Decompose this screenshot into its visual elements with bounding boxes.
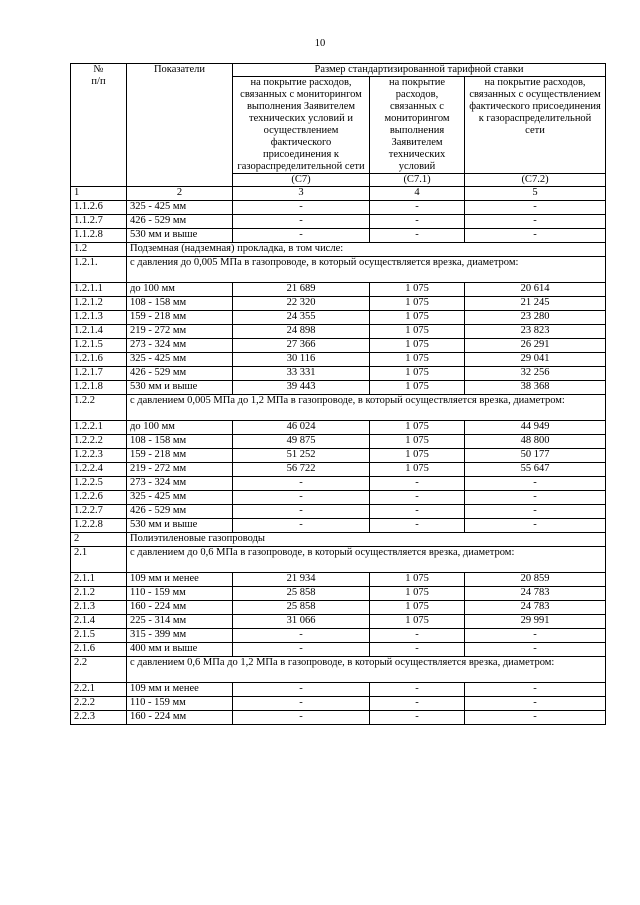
row-label: 273 - 324 мм [127,477,233,491]
value-c7-2: 23 823 [465,325,606,339]
header-code-c7-1: (С7.1) [370,174,465,187]
value-c7-2: 26 291 [465,339,606,353]
value-c7-1: - [370,491,465,505]
value-c7-1: 1 075 [370,463,465,477]
row-label: 219 - 272 мм [127,325,233,339]
value-c7-2: 20 614 [465,283,606,297]
column-number: 2 [127,187,233,201]
value-c7-2: 21 245 [465,297,606,311]
value-c7: 56 722 [233,463,370,477]
row-number: 2.1.6 [71,643,127,657]
table-row [71,463,606,477]
value-c7: - [233,697,370,711]
table-row [71,519,606,533]
row-label: 110 - 159 мм [127,697,233,711]
value-c7: 25 858 [233,587,370,601]
table-row [71,201,606,215]
value-c7: 25 858 [233,601,370,615]
value-c7-1: 1 075 [370,601,465,615]
value-c7-1: 1 075 [370,339,465,353]
header-col5: на покрытие расходов, связанных с осуществлением фактического присоединения к газораспределительной сети [465,77,606,174]
value-c7-2: - [465,505,606,519]
value-c7-2: 24 783 [465,601,606,615]
section-row [71,657,606,683]
row-number: 2.1.2 [71,587,127,601]
row-number: 2.1.1 [71,573,127,587]
row-number: 2.2 [71,657,127,683]
row-number: 1.2.2.4 [71,463,127,477]
value-c7-1: 1 075 [370,421,465,435]
row-number: 2.1 [71,547,127,573]
value-c7: 49 875 [233,435,370,449]
value-c7-2: - [465,683,606,697]
value-c7: - [233,201,370,215]
column-number: 4 [370,187,465,201]
header-group: Размер стандартизированной тарифной ставки [233,64,606,77]
value-c7-2: 55 647 [465,463,606,477]
value-c7: - [233,491,370,505]
value-c7: 33 331 [233,367,370,381]
row-label: до 100 мм [127,283,233,297]
header-col4: на покрытие расходов, связанных с мониторингом выполнения Заявителем технических условий [370,77,465,174]
value-c7-1: - [370,519,465,533]
value-c7: 39 443 [233,381,370,395]
value-c7: - [233,519,370,533]
section-title: с давления до 0,005 МПа в газопроводе, в который осуществляется врезка, диаметром: [127,257,606,283]
value-c7-1: - [370,477,465,491]
value-c7-2: - [465,643,606,657]
value-c7-2: 24 783 [465,587,606,601]
section-row [71,533,606,547]
value-c7-2: 20 859 [465,573,606,587]
value-c7: - [233,215,370,229]
column-number: 1 [71,187,127,201]
table-row [71,587,606,601]
table-row [71,435,606,449]
row-number: 1.2.2.7 [71,505,127,519]
value-c7: - [233,477,370,491]
row-label: 325 - 425 мм [127,491,233,505]
value-c7-1: - [370,683,465,697]
table-row [71,683,606,697]
value-c7: 21 934 [233,573,370,587]
row-label: 109 мм и менее [127,573,233,587]
row-label: 315 - 399 мм [127,629,233,643]
value-c7-1: 1 075 [370,311,465,325]
value-c7-1: 1 075 [370,381,465,395]
table-row [71,381,606,395]
row-number: 1.2.2.8 [71,519,127,533]
section-title: с давлением 0,005 МПа до 1,2 МПа в газопроводе, в который осуществляется врезка, диаметром: [127,395,606,421]
value-c7-2: - [465,697,606,711]
value-c7: 30 116 [233,353,370,367]
value-c7: 46 024 [233,421,370,435]
row-number: 1.2.1.1 [71,283,127,297]
section-title: с давлением 0,6 МПа до 1,2 МПа в газопроводе, в который осуществляется врезка, диаметром: [127,657,606,683]
table-body [71,201,606,725]
row-label: 426 - 529 мм [127,505,233,519]
value-c7-2: - [465,229,606,243]
value-c7-1: 1 075 [370,297,465,311]
value-c7-2: - [465,711,606,725]
header-code-c7: (С7) [233,174,370,187]
section-title: Подземная (надземная) прокладка, в том числе: [127,243,606,257]
row-number: 1.2.2 [71,395,127,421]
table-row [71,339,606,353]
value-c7: 24 355 [233,311,370,325]
row-label: 530 мм и выше [127,229,233,243]
row-label: 325 - 425 мм [127,353,233,367]
table-row [71,573,606,587]
table-row [71,615,606,629]
row-label: 108 - 158 мм [127,297,233,311]
column-number: 5 [465,187,606,201]
table-row [71,325,606,339]
table-row [71,491,606,505]
row-number: 1.2.2.3 [71,449,127,463]
value-c7-1: - [370,215,465,229]
value-c7: 24 898 [233,325,370,339]
table-row [71,601,606,615]
value-c7-2: 32 256 [465,367,606,381]
value-c7-1: - [370,711,465,725]
header-num: № п/п [71,64,127,187]
header-indicator: Показатели [127,64,233,187]
section-row [71,395,606,421]
section-row [71,257,606,283]
table-row [71,215,606,229]
value-c7-2: 38 368 [465,381,606,395]
tariff-table [70,63,606,725]
header-col3: на покрытие расходов, связанных с мониторингом выполнения Заявителем технических условий и осуществлением фактического присоединения к газораспределительной сети [233,77,370,174]
row-number: 1.1.2.7 [71,215,127,229]
row-number: 1.2.1.6 [71,353,127,367]
value-c7-2: 50 177 [465,449,606,463]
row-label: до 100 мм [127,421,233,435]
page-number: 10 [314,38,326,49]
row-number: 1.2.1.8 [71,381,127,395]
header-code-c7-2: (С7.2) [465,174,606,187]
row-number: 1.2.1.5 [71,339,127,353]
row-label: 325 - 425 мм [127,201,233,215]
row-label: 426 - 529 мм [127,215,233,229]
value-c7: - [233,643,370,657]
value-c7-2: - [465,491,606,505]
value-c7-1: 1 075 [370,353,465,367]
row-label: 110 - 159 мм [127,587,233,601]
value-c7-1: 1 075 [370,587,465,601]
table-row [71,367,606,381]
section-row [71,243,606,257]
row-number: 1.2.2.5 [71,477,127,491]
table-row [71,353,606,367]
value-c7-2: 48 800 [465,435,606,449]
row-number: 2.2.2 [71,697,127,711]
table-row [71,283,606,297]
row-label: 225 - 314 мм [127,615,233,629]
row-number: 2.1.5 [71,629,127,643]
row-label: 160 - 224 мм [127,601,233,615]
table-row [71,711,606,725]
value-c7-1: 1 075 [370,325,465,339]
section-title: с давлением до 0,6 МПа в газопроводе, в который осуществляется врезка, диаметром: [127,547,606,573]
row-label: 530 мм и выше [127,381,233,395]
row-label: 159 - 218 мм [127,449,233,463]
value-c7-1: - [370,505,465,519]
value-c7: 22 320 [233,297,370,311]
value-c7: - [233,711,370,725]
row-number: 1.2.2.1 [71,421,127,435]
row-number: 2.1.3 [71,601,127,615]
row-number: 1.1.2.8 [71,229,127,243]
row-number: 2.2.1 [71,683,127,697]
value-c7-1: - [370,629,465,643]
row-label: 109 мм и менее [127,683,233,697]
value-c7-2: 29 041 [465,353,606,367]
row-label: 273 - 324 мм [127,339,233,353]
section-title: Полиэтиленовые газопроводы [127,533,606,547]
table-row [71,449,606,463]
row-label: 160 - 224 мм [127,711,233,725]
value-c7-1: - [370,229,465,243]
value-c7-1: 1 075 [370,449,465,463]
value-c7-2: - [465,201,606,215]
section-row [71,547,606,573]
row-number: 2.1.4 [71,615,127,629]
table-row [71,311,606,325]
table-row [71,297,606,311]
value-c7-1: 1 075 [370,573,465,587]
value-c7-2: - [465,215,606,229]
value-c7-2: 44 949 [465,421,606,435]
row-label: 159 - 218 мм [127,311,233,325]
value-c7: 31 066 [233,615,370,629]
row-label: 219 - 272 мм [127,463,233,477]
table-row [71,697,606,711]
table-row [71,229,606,243]
row-label: 108 - 158 мм [127,435,233,449]
value-c7-1: 1 075 [370,435,465,449]
row-label: 400 мм и выше [127,643,233,657]
row-label: 426 - 529 мм [127,367,233,381]
row-number: 1.2.1.2 [71,297,127,311]
table-row [71,421,606,435]
table-row [71,477,606,491]
row-number: 1.1.2.6 [71,201,127,215]
value-c7: 21 689 [233,283,370,297]
table-row [71,505,606,519]
table-row [71,629,606,643]
table-row [71,643,606,657]
row-label: 530 мм и выше [127,519,233,533]
value-c7-1: 1 075 [370,367,465,381]
row-number: 1.2 [71,243,127,257]
value-c7-2: 23 280 [465,311,606,325]
value-c7-2: - [465,477,606,491]
column-numbers-row [71,187,606,201]
value-c7-1: 1 075 [370,615,465,629]
row-number: 1.2.1. [71,257,127,283]
column-number: 3 [233,187,370,201]
value-c7: - [233,229,370,243]
value-c7-1: - [370,697,465,711]
value-c7-1: - [370,201,465,215]
value-c7-1: - [370,643,465,657]
row-number: 1.2.2.6 [71,491,127,505]
row-number: 2 [71,533,127,547]
value-c7: - [233,683,370,697]
value-c7-2: - [465,519,606,533]
value-c7-2: 29 991 [465,615,606,629]
row-number: 2.2.3 [71,711,127,725]
row-number: 1.2.1.3 [71,311,127,325]
value-c7-1: 1 075 [370,283,465,297]
value-c7: - [233,505,370,519]
row-number: 1.2.1.4 [71,325,127,339]
value-c7: - [233,629,370,643]
value-c7-2: - [465,629,606,643]
row-number: 1.2.2.2 [71,435,127,449]
value-c7: 51 252 [233,449,370,463]
row-number: 1.2.1.7 [71,367,127,381]
value-c7: 27 366 [233,339,370,353]
